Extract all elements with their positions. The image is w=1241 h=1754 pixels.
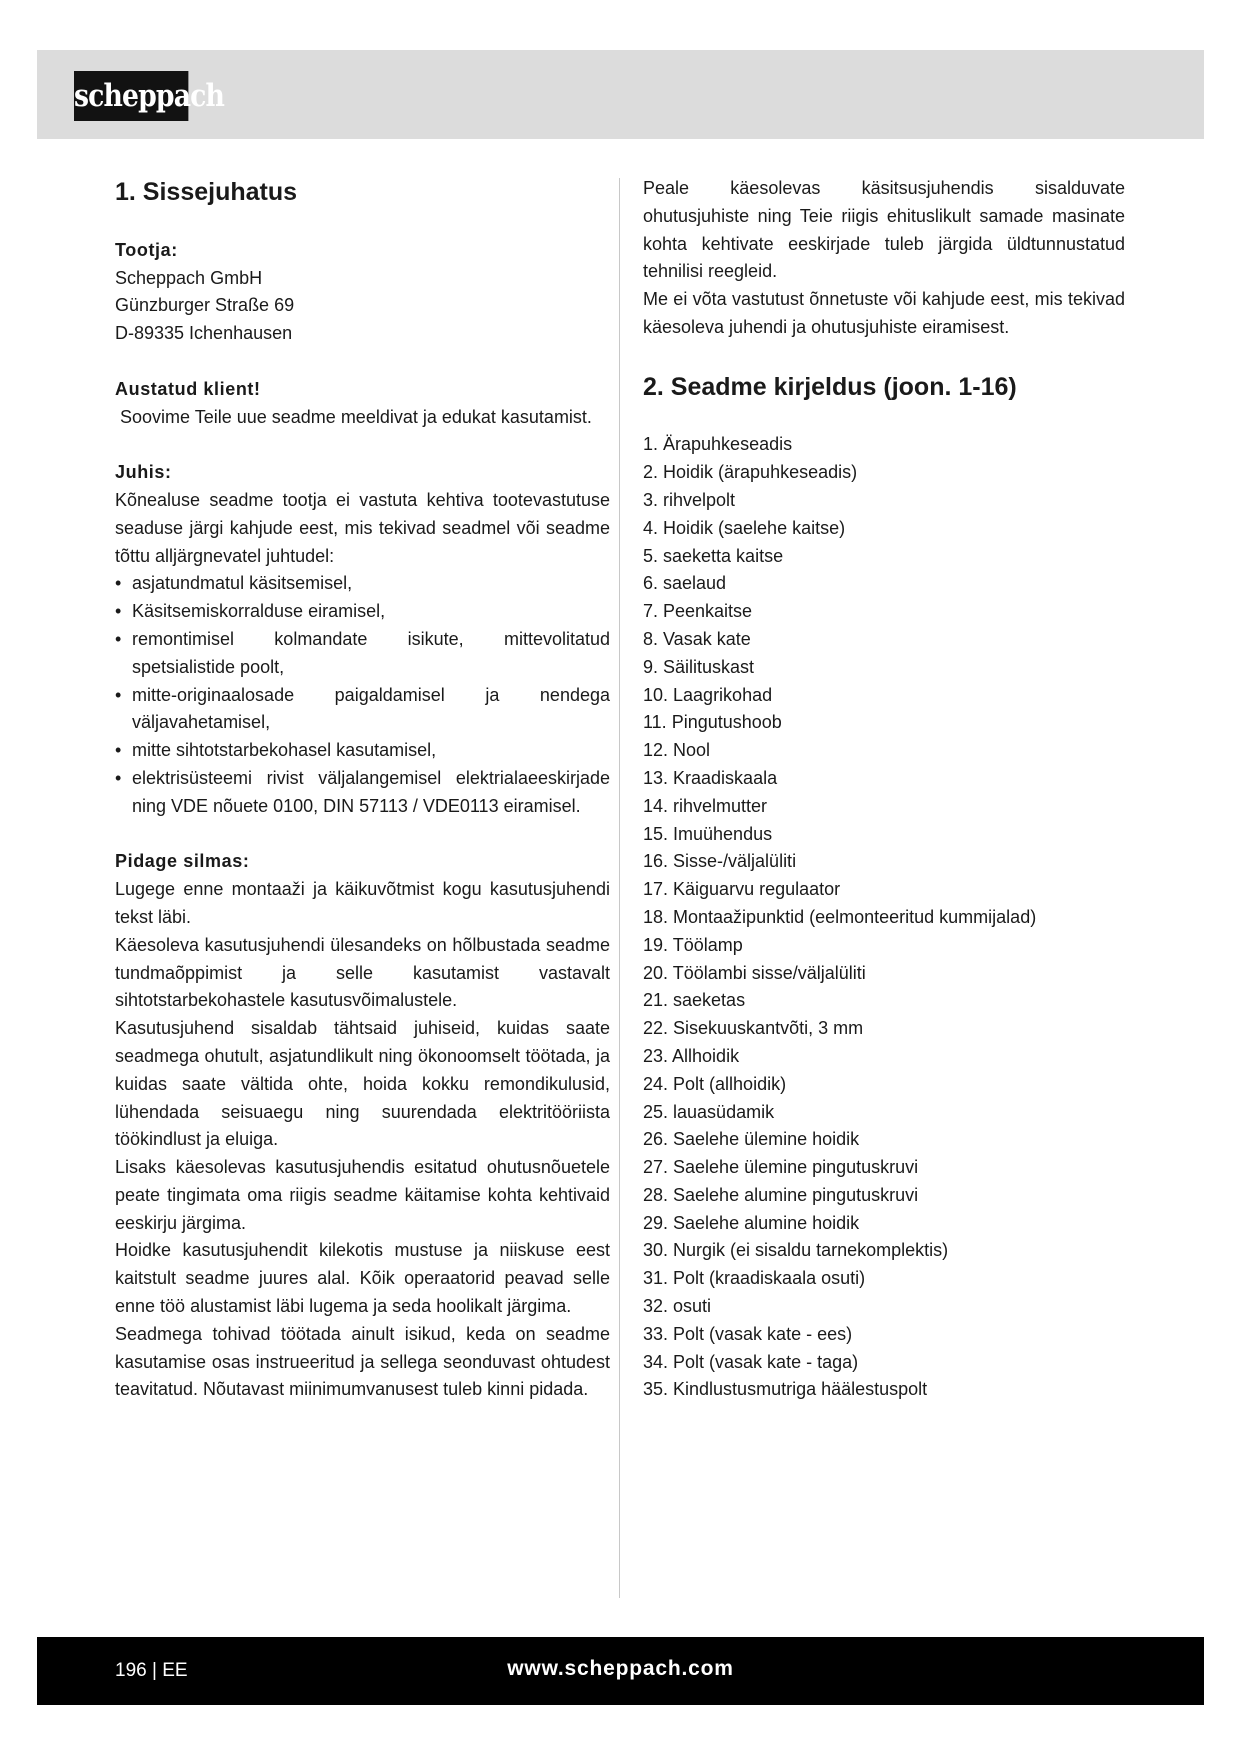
scheppach-logo: scheppach bbox=[74, 71, 188, 121]
list-item: 24. Polt (allhoidik) bbox=[643, 1073, 787, 1094]
attention-paragraph: Seadmega tohivad töötada ainult isikud, keda on seadme kasutamise osas instrueeritud ja sellega seonduvast ohtudest teavitatud. Nõutavast miinimumvanusest tuleb kinni pidada. bbox=[115, 1323, 610, 1400]
list-item: 2. Hoidik (ärapuhkeseadis) bbox=[643, 462, 858, 483]
parts-list bbox=[643, 431, 1125, 1404]
list-item: 28. Saelehe alumine pingutuskruvi bbox=[643, 1184, 919, 1205]
list-item: 25. lauasüdamik bbox=[643, 1101, 775, 1122]
list-item: 23. Allhoidik bbox=[643, 1045, 740, 1066]
right-column bbox=[643, 175, 1125, 1404]
list-item: 21. saeketas bbox=[643, 990, 746, 1011]
list-item: 20. Töölambi sisse/väljalüliti bbox=[643, 962, 866, 983]
list-item: 9. Säilituskast bbox=[643, 656, 755, 677]
bullet-item: • remontimisel kolmandate isikute, mittevolitatud spetsialistide poolt, bbox=[115, 626, 610, 682]
attention-paragraph: Lugege enne montaaži ja käikuvõtmist kogu kasutusjuhendi tekst läbi. bbox=[115, 879, 610, 927]
intro-paragraph: Peale käesolevas käsitsusjuhendis sisalduvate ohutusjuhiste ning Teie riigis ehituslikult samade masinate kohta kehtivate eeskirjade tuleb järgida üldtunnustatud tehnilisi reegleid. bbox=[643, 178, 1125, 282]
list-item: 12. Nool bbox=[643, 740, 711, 761]
customer-label: Austatud klient! bbox=[115, 378, 261, 399]
manufacturer-name: Scheppach GmbH bbox=[115, 267, 263, 288]
list-item: 10. Laagrikohad bbox=[643, 684, 773, 705]
bullet-item: • Käsitsemiskorralduse eiramisel, bbox=[115, 598, 610, 626]
list-item: 4. Hoidik (saelehe kaitse) bbox=[643, 517, 846, 538]
manufacturer-street: Günzburger Straße 69 bbox=[115, 295, 295, 316]
bullet-item: • elektrisüsteemi rivist väljalangemisel elektrialaeeskirjade ning VDE nõuete 0100, DIN 57113 / VDE0113 eiramisel. bbox=[115, 765, 610, 821]
list-item: 5. saeketta kaitse bbox=[643, 545, 784, 566]
list-item: 7. Peenkaitse bbox=[643, 601, 753, 622]
list-item: 34. Polt (vasak kate - taga) bbox=[643, 1351, 859, 1372]
header-bar bbox=[37, 50, 1204, 139]
list-item: 35. Kindlustusmutriga häälestuspolt bbox=[643, 1379, 928, 1400]
manufacturer-city: D-89335 Ichenhausen bbox=[115, 323, 293, 344]
list-item: 11. Pingutushoob bbox=[643, 712, 782, 733]
section2-title: 2. Seadme kirjeldus (joon. 1-16) bbox=[643, 372, 1017, 401]
attention-paragraph: Käesoleva kasutusjuhendi ülesandeks on hõlbustada seadme tundmaõppimist ja selle kasutamist vastavalt sihtotstarbekohastele kasutusvõimalustele. bbox=[115, 934, 610, 1011]
note-text: Kõnealuse seadme tootja ei vastuta kehtiva tootevastutuse seaduse järgi kahjude eest, mis tekivad seadmel või seadme tõttu alljärgnevatel juhtudel: bbox=[115, 489, 610, 566]
column-divider bbox=[619, 178, 620, 1598]
list-item: 14. rihvelmutter bbox=[643, 795, 768, 816]
list-item: 32. osuti bbox=[643, 1296, 712, 1317]
attention-paragraph: Hoidke kasutusjuhendit kilekotis mustuse ja niiskuse eest kaitstult seadme juures alal. Kõik operaatorid peavad selle enne töö alustamist läbi lugema ja seda hoolikalt järgima. bbox=[115, 1240, 610, 1317]
footer-bar bbox=[37, 1637, 1204, 1705]
list-item: 31. Polt (kraadiskaala osuti) bbox=[643, 1268, 866, 1289]
list-item: 3. rihvelpolt bbox=[643, 489, 736, 510]
list-item: 1. Ärapuhkeseadis bbox=[643, 434, 793, 455]
bullet-item: • asjatundmatul käsitsemisel, bbox=[115, 570, 610, 598]
list-item: 17. Käiguarvu regulaator bbox=[643, 879, 841, 900]
attention-paragraph: Kasutusjuhend sisaldab tähtsaid juhiseid, kuidas saate seadmega ohutult, asjatundlikult ning ökonoomselt töötada, ja kuidas saate vältida ohte, hoida kokku remondikulusid, lühendada seisuaegu ning suurendada elektritööriista töökindlust ja eluiga. bbox=[115, 1018, 610, 1150]
bullet-item: • mitte-originaalosade paigaldamisel ja nendega väljavahetamisel, bbox=[115, 682, 610, 738]
manufacturer-label: Tootja: bbox=[115, 239, 178, 260]
list-item: 29. Saelehe alumine hoidik bbox=[643, 1212, 860, 1233]
list-item: 15. Imuühendus bbox=[643, 823, 773, 844]
list-item: 22. Sisekuuskantvõti, 3 mm bbox=[643, 1018, 864, 1039]
intro-paragraph: Me ei võta vastutust õnnetuste või kahjude eest, mis tekivad käesoleva juhendi ja ohutusjuhiste eiramisest. bbox=[643, 289, 1125, 337]
list-item: 26. Saelehe ülemine hoidik bbox=[643, 1129, 860, 1150]
list-item: 16. Sisse-/väljalüliti bbox=[643, 851, 797, 872]
list-item: 27. Saelehe ülemine pingutuskruvi bbox=[643, 1157, 919, 1178]
list-item: 8. Vasak kate bbox=[643, 628, 751, 649]
attention-label: Pidage silmas: bbox=[115, 851, 250, 872]
list-item: 30. Nurgik (ei sisaldu tarnekomplektis) bbox=[643, 1240, 949, 1261]
page-number: 196 | EE bbox=[115, 1660, 188, 1681]
list-item: 6. saelaud bbox=[643, 573, 727, 594]
list-item: 33. Polt (vasak kate - ees) bbox=[643, 1323, 853, 1344]
note-bullets bbox=[115, 570, 610, 820]
section1-title: 1. Sissejuhatus bbox=[115, 178, 298, 206]
list-item: 19. Töölamp bbox=[643, 934, 743, 955]
attention-paragraph: Lisaks käesolevas kasutusjuhendis esitatud ohutusnõuetele peate tingimata oma riigis seadme käitamise kohta kehtivaid eeskirju järgima. bbox=[115, 1157, 610, 1233]
left-column bbox=[115, 175, 610, 1404]
customer-text: Soovime Teile uue seadme meeldivat ja edukat kasutamist. bbox=[115, 406, 592, 427]
note-label: Juhis: bbox=[115, 462, 172, 483]
list-item: 13. Kraadiskaala bbox=[643, 767, 778, 788]
website-url: www.scheppach.com bbox=[507, 1657, 734, 1680]
list-item: 18. Montaažipunktid (eelmonteeritud kummijalad) bbox=[643, 906, 1037, 927]
bullet-item: • mitte sihtotstarbekohasel kasutamisel, bbox=[115, 737, 610, 765]
